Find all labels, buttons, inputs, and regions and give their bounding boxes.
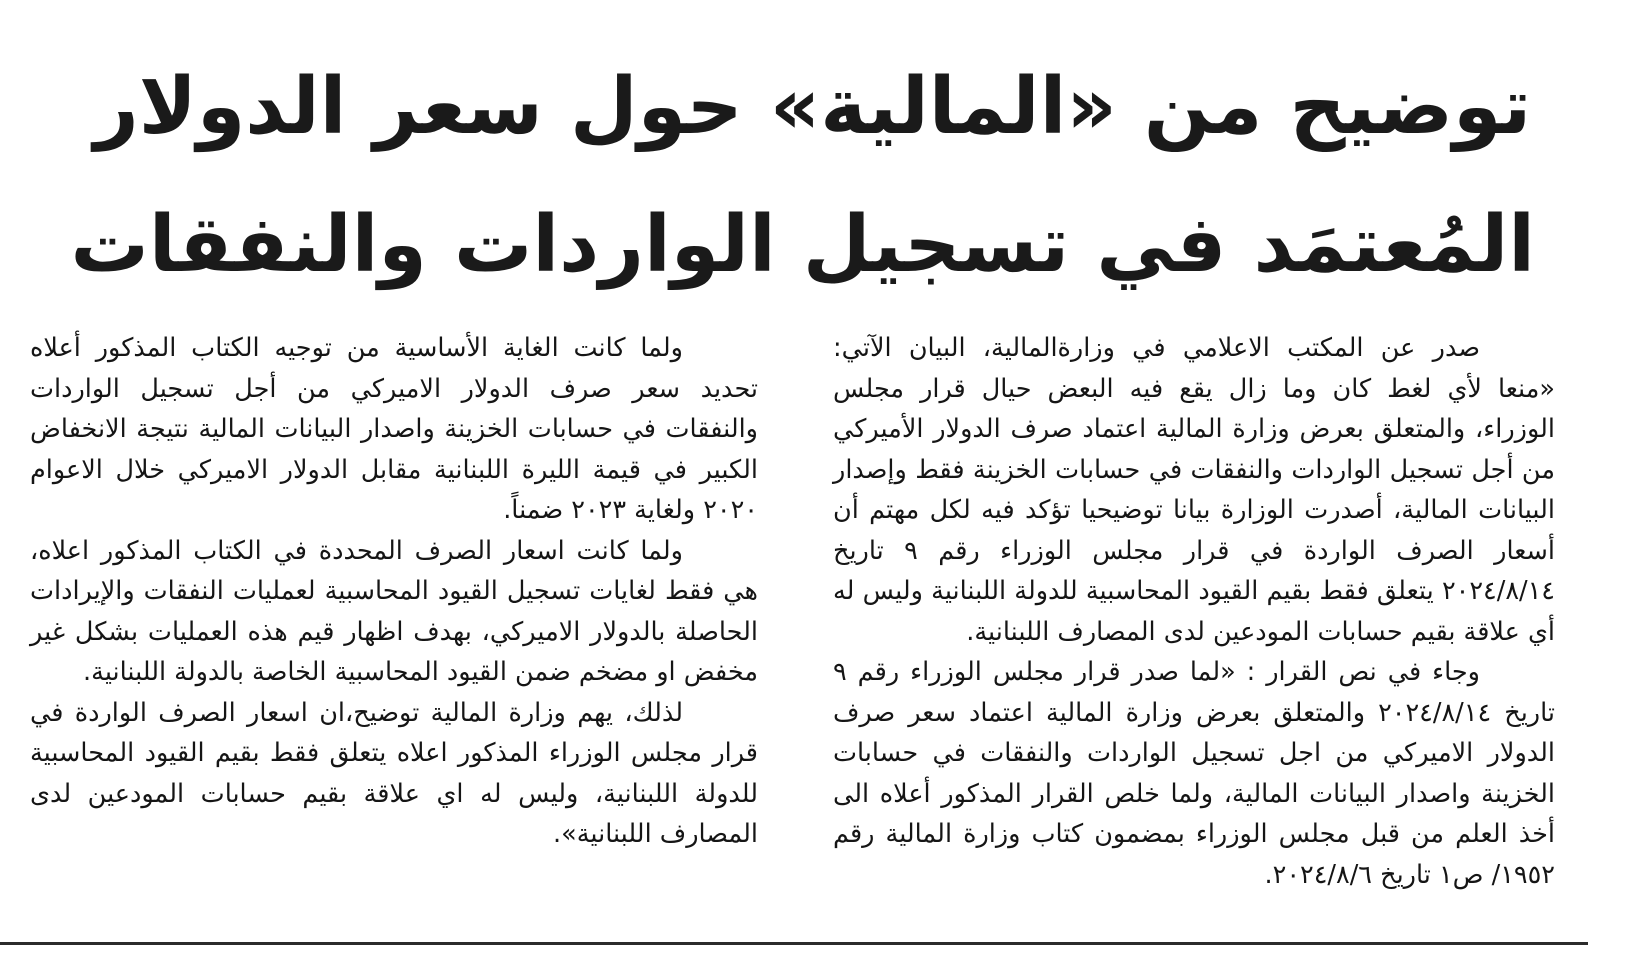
headline-line-2: المُعتمَد في تسجيل الواردات والنفقات [70,200,1535,290]
article-column-right [833,328,1555,895]
left-column-paragraph-3: لذلك، يهم وزارة المالية توضيح،ان اسعار الصرف الواردة في قرار مجلس الوزراء المذكور اعلاه يتعلق فقط بقيم القيود المحاسبية للدولة اللبنانية، وليس له اي علاقة بقيم حسابات المودعين لدى المصارف اللبنانية». [30,697,758,849]
right-column-paragraph-1: صدر عن المكتب الاعلامي في وزارةالمالية، البيان الآتي: «منعا لأي لغط كان وما زال يقع فيه البعض حيال قرار مجلس الوزراء، والمتعلق بعرض وزارة المالية اعتماد صرف الدولار الأميركي من أجل تسجيل الواردات والنفقات في حسابات الخزينة فقط وإصدار البيانات المالية، أصدرت الوزارة بيانا توضيحيا تؤكد فيه لكل مهتم أن أسعار الصرف الواردة في قرار مجلس الوزراء رقم ٩ تاريخ ٢٠٢٤/٨/١٤ يتعلق فقط بقيم القيود المحاسبية للدولة اللبنانية وليس له أي علاقة بقيم حسابات المودعين لدى المصارف اللبنانية. [833,333,1555,647]
left-column-paragraph-1: ولما كانت الغاية الأساسية من توجيه الكتاب المذكور أعلاه تحديد سعر صرف الدولار الاميركي من أجل تسجيل الواردات والنفقات في حسابات الخزينة واصدار البيانات المالية نتيجة الانخفاض الكبير في قيمة الليرة اللبنانية مقابل الدولار الاميركي خلال الاعوام ٢٠٢٠ ولغاية ٢٠٢٣ ضمناً. [30,333,758,525]
article-headline [70,38,1535,314]
right-column-paragraph-2: وجاء في نص القرار : «لما صدر قرار مجلس الوزراء رقم ٩ تاريخ ٢٠٢٤/٨/١٤ والمتعلق بعرض وزارة المالية اعتماد سعر صرف الدولار الاميركي من اجل تسجيل الواردات والنفقات في حسابات الخزينة واصدار البيانات المالية، ولما خلص القرار المذكور أعلاه الى أخذ العلم من قبل مجلس الوزراء بمضمون كتاب وزارة المالية رقم ١٩٥٢/ ص١ تاريخ ٢٠٢٤/٨/٦. [833,657,1555,890]
headline-line-1: توضيح من «المالية» حول سعر الدولار [93,62,1532,152]
bottom-rule-divider [0,942,1588,945]
article-column-left [30,328,758,855]
left-column-paragraph-2: ولما كانت اسعار الصرف المحددة في الكتاب المذكور اعلاه، هي فقط لغايات تسجيل القيود المحاسبية لعمليات النفقات والإيرادات الحاصلة بالدولار الاميركي، بهدف اظهار قيم هذه العمليات بشكل غير مخفض او مضخم ضمن القيود المحاسبية الخاصة بالدولة اللبنانية. [30,535,758,687]
